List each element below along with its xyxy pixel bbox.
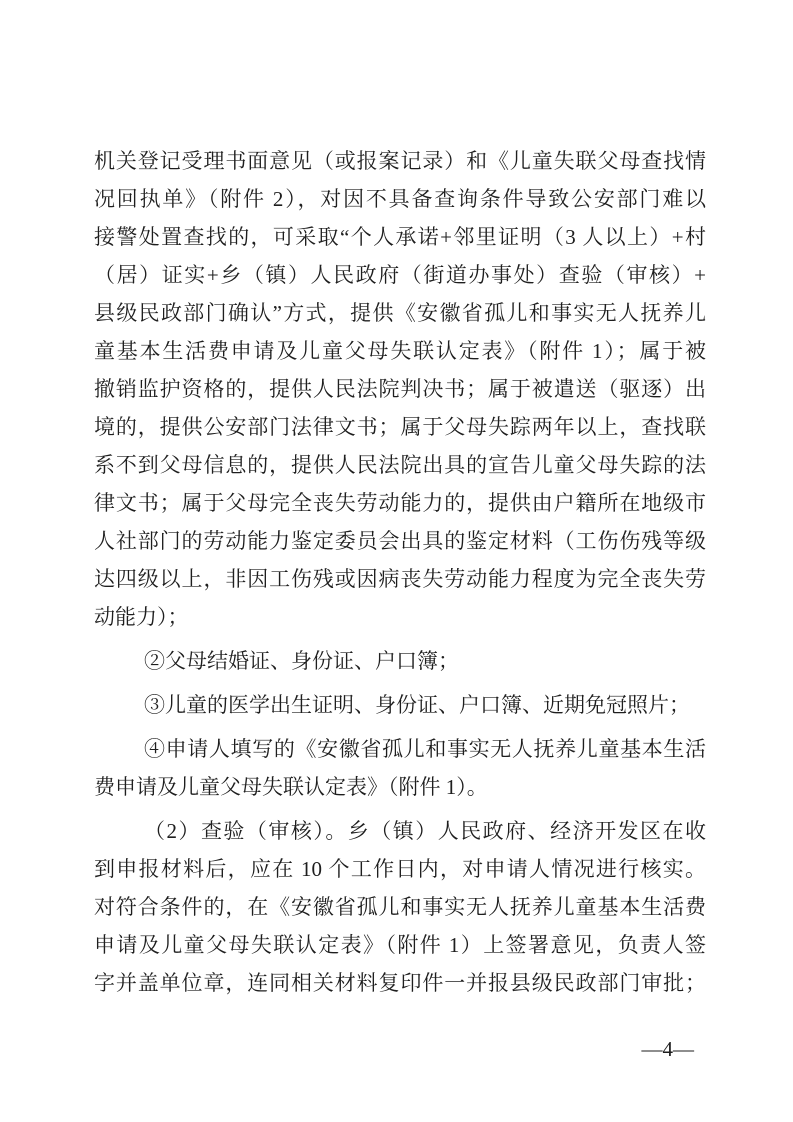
text-line: 县级民政部门确认”方式，提供《安徽省孤儿和事实无人抚养儿	[94, 301, 706, 325]
paragraph-item-2	[94, 642, 706, 680]
paragraph-step-2	[94, 812, 706, 1002]
text-line: 到申报材料后，应在 10 个工作日内，对申请人情况进行核实。	[94, 857, 706, 881]
text-line: （居）证实+乡（镇）人民政府（街道办事处）查验（审核）+	[94, 263, 706, 287]
text-line: 费申请及儿童父母失联认定表》（附件 1）。	[94, 775, 488, 799]
text-line: ③儿童的医学出生证明、身份证、户口簿、近期免冠照片；	[144, 693, 690, 717]
paragraph-item-3	[94, 686, 706, 724]
text-line: 申请及儿童父母失联认定表》（附件 1）上签署意见，负责人签	[94, 933, 706, 957]
paragraph-continuation	[94, 142, 706, 636]
text-line: 达四级以上，非因工伤残或因病丧失劳动能力程度为完全丧失劳	[94, 567, 706, 591]
paragraph-item-4	[94, 730, 706, 806]
text-line: 机关登记受理书面意见（或报案记录）和《儿童失联父母查找情	[94, 149, 706, 173]
text-line: 境的，提供公安部门法律文书；属于父母失踪两年以上，查找联	[94, 415, 706, 439]
text-line: 童基本生活费申请及儿童父母失联认定表》（附件 1）；属于被	[94, 339, 706, 363]
text-line: 字并盖单位章，连同相关材料复印件一并报县级民政部门审批；	[94, 971, 706, 995]
text-line: 况回执单》（附件 2），对因不具备查询条件导致公安部门难以	[94, 187, 706, 211]
text-line: 接警处置查找的，可采取“个人承诺+邻里证明（3 人以上）+村	[94, 225, 706, 249]
text-line: 律文书；属于父母完全丧失劳动能力的，提供由户籍所在地级市	[94, 491, 706, 515]
text-line: 动能力）；	[94, 605, 189, 629]
text-line: ④申请人填写的《安徽省孤儿和事实无人抚养儿童基本生活	[144, 737, 706, 761]
text-line: 对符合条件的，在《安徽省孤儿和事实无人抚养儿童基本生活费	[94, 895, 706, 919]
text-line: 撤销监护资格的，提供人民法院判决书；属于被遣送（驱逐）出	[94, 377, 706, 401]
text-line: （2）查验（审核）。乡（镇）人民政府、经济开发区在收	[144, 819, 706, 843]
document-body	[94, 142, 706, 1002]
text-line: ②父母结婚证、身份证、户口簿；	[144, 649, 459, 673]
text-line: 人社部门的劳动能力鉴定委员会出具的鉴定材料（工伤伤残等级	[94, 529, 706, 553]
text-line: 系不到父母信息的，提供人民法院出具的宣告儿童父母失踪的法	[94, 453, 706, 477]
page-number: —4—	[641, 1037, 694, 1061]
